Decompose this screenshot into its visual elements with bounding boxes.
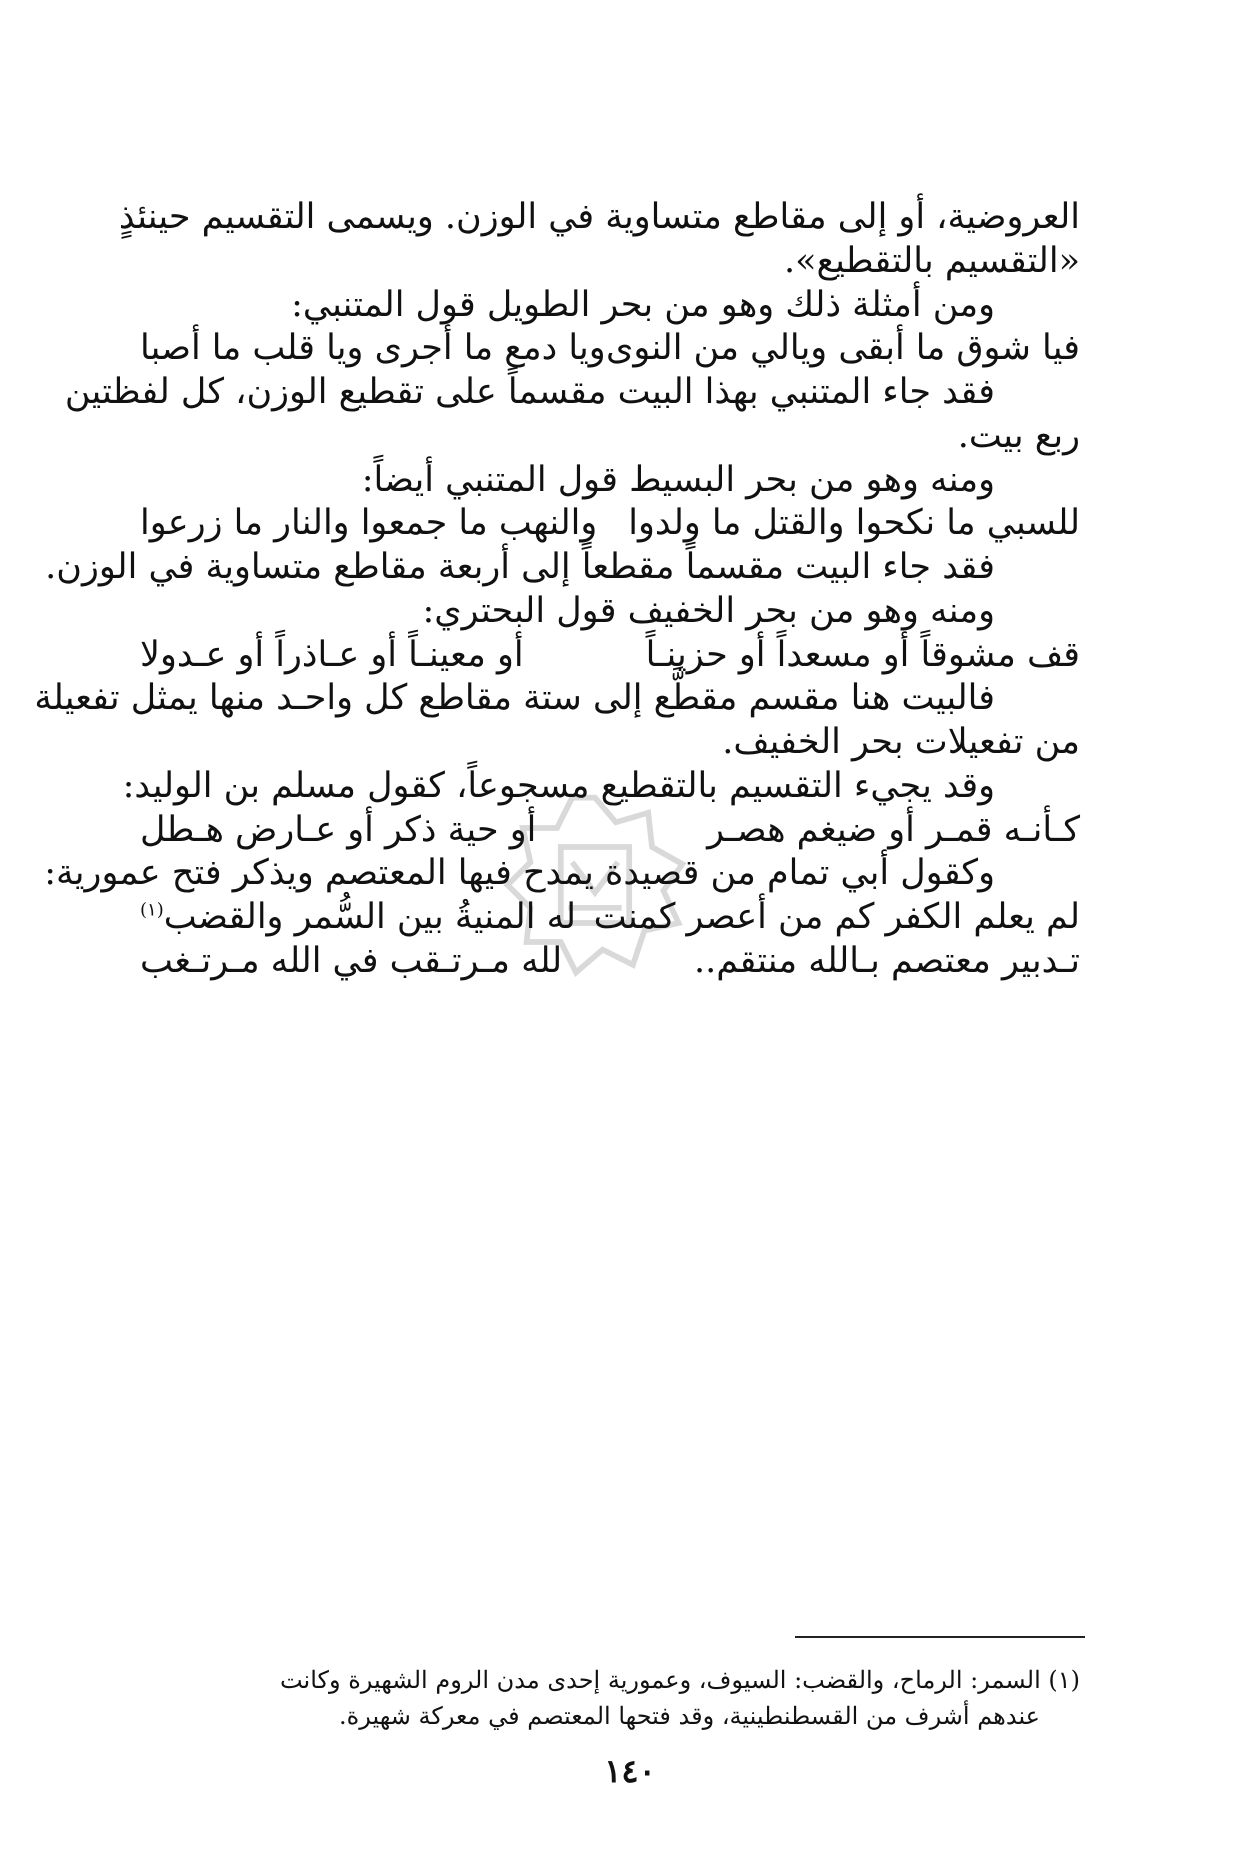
verse-second-hemistich: أو حية ذكر أو عـارض هـطل [140,809,537,850]
verse-line [140,940,1080,984]
verse-second-hemistich: أو معينـاً أو عـاذراً أو عـدولا [140,634,524,675]
verse-second-hemistich: لله مـرتـقب في الله مـرتـغب [140,940,563,981]
page-number: ١٤٠ [604,1752,656,1790]
paragraph-line: «التقسيم بالتقطيع». [783,240,1080,281]
paragraph-line: ربع بيت. [957,415,1080,456]
main-text [34,196,1080,984]
paragraph-line: ومنه وهو من بحر البسيط قول المتنبي أيضاً: [361,459,995,500]
paragraph-line: فقد جاء البيت مقسماً مقطعاً إلى أربعة مقاطع متساوية في الوزن. [45,547,995,587]
footnote-line: عندهم أشرف من القسطنطينية، وقد فتحها المعتصم في معركة شهيرة. [339,1702,1040,1730]
paragraph-line: من تفعيلات بحر الخفيف. [722,722,1080,762]
verse-first-hemistich: قف مشوقاً أو مسعداً أو حزينـاً [645,634,1080,675]
verse-first-hemistich: فيا شوق ما أبقى ويالي من النوى [606,328,1080,369]
paragraph-line: ومنه وهو من بحر الخفيف قول البحتري: [422,590,995,631]
footnote-reference: (١) [140,899,164,921]
paragraph-line: وقد يجيء التقسيم بالتقطيع مسجوعاً، كقول مسلم بن الوليد: [122,765,995,806]
verse-line [140,896,1080,940]
verse-line [140,502,1080,546]
paragraph-line: العروضية، أو إلى مقاطع متساوية في الوزن. ويسمى التقسيم حينئذٍ [118,197,1080,237]
paragraph-line: فالبيت هنا مقسم مقطَّع إلى ستة مقاطع كل واحـد منها يمثل تفعيلة [34,678,995,719]
verse-first-hemistich: تـدبير معتصم بـالله منتقم.. [694,940,1080,981]
verse-second-hemistich [140,896,576,940]
verse-line [140,634,1080,678]
footnotes [160,1662,1080,1734]
footnote-separator [795,1636,1085,1638]
verse-text: له المنيةُ بين السُّمر والقضب [163,897,576,937]
verse-second-hemistich: ويا دمع ما أجرى ويا قلب ما أصبا [140,328,606,369]
paragraph-line: ومن أمثلة ذلك وهو من بحر الطويل قول المتنبي: [291,284,995,325]
verse-first-hemistich: كـأنـه قمـر أو ضيغم هصـر [707,809,1080,850]
verse-first-hemistich: لم يعلم الكفر كم من أعصر كمنت [593,897,1080,937]
footnote-line: (١) السمر: الرماح، والقضب: السيوف، وعمورية إحدى مدن الروم الشهيرة وكانت [279,1666,1080,1694]
verse-line [140,327,1080,371]
paragraph-line: وكقول أبي تمام من قصيدة يمدح فيها المعتصم ويذكر فتح عمورية: [44,853,995,894]
verse-first-hemistich: للسبي ما نكحوا والقتل ما ولدوا [628,503,1080,544]
verse-line [140,809,1080,853]
paragraph-line: فقد جاء المتنبي بهذا البيت مقسماً على تقطيع الوزن، كل لفظتين [64,372,995,412]
verse-second-hemistich: والنهب ما جمعوا والنار ما زرعوا [140,503,598,544]
